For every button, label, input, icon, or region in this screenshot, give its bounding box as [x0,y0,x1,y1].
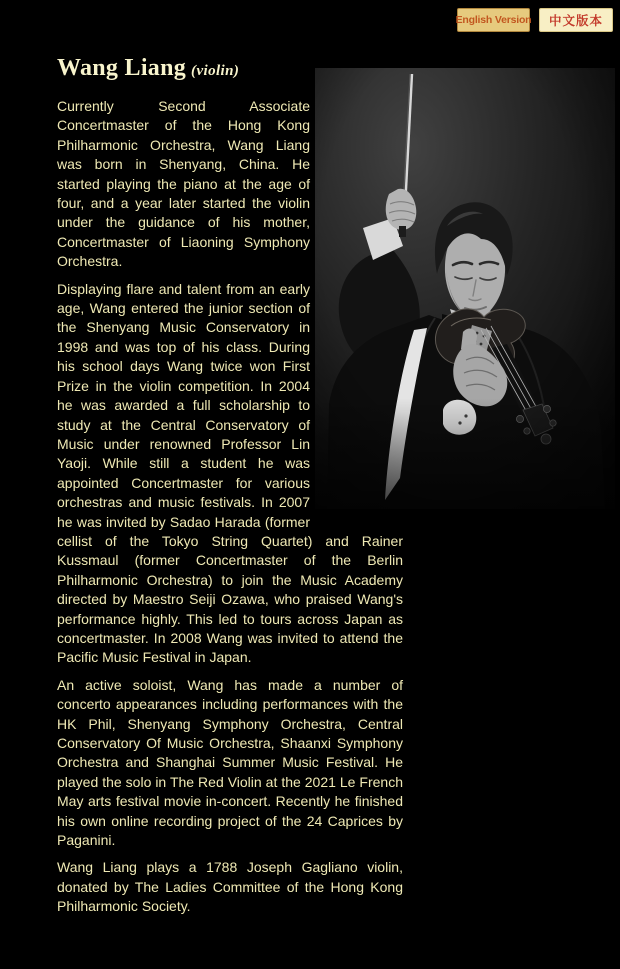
chinese-version-button[interactable]: 中文版本 [539,8,613,32]
bio-paragraph: Currently Second Associate Concertmaster of the Hong Kong Philharmonic Orchestra, Wang Liang was born in Shenyang, China. He started playing the piano at the age of four, and a year later started the violin under the guidance of his mother, Concertmaster of Liaoning Symphony Orchestra. [57,98,310,270]
language-switcher [457,8,613,32]
artist-name: Wang Liang [57,55,187,81]
bio-section [57,54,403,925]
page-title [57,54,403,85]
bio-paragraph: Wang Liang plays a 1788 Joseph Gagliano violin, donated by The Ladies Committee of the Hong Kong Philharmonic Society. [57,859,403,915]
artist-instrument: (violin) [191,63,240,79]
photo-float-spacer [310,97,403,519]
bio-paragraph: Displaying flare and talent from an early age, Wang entered the junior section of the Shenyang Music Conservatory in 1998 and was top of his class. During his school days Wang twice won First Prize in the violin competition. In 2004 he was awarded a full scholarship to study at the Central Conservatory of Music under renowned Professor Lin Yaoji. While still a student he was appointed Concertmaster for various orchestras and music festivals. In 2007 he was invited by Sadao Harada (former cellist of the Tokyo String Quartet) and Rainer Kussmaul (former Concertmaster of the Berlin Philharmonic Orchestra) to join the Music Academy directed by Maestro Seiji Ozawa, who praised Wang's performance highly. This led to tours across Japan as concertmaster. In 2008 Wang was invited to attend the Pacific Music Festival in Japan. [57,280,403,666]
bio-text [57,97,403,917]
bio-paragraph: An active soloist, Wang has made a number of concerto appearances including performances with the HK Phil, Shenyang Symphony Orchestra, Central Conservatory Of Music Orchestra, Shaanxi Symphony Orchestra and Shanghai Summer Music Festival. He played the solo in The Red Violin at the 2021 Le French May arts festival movie in-concert. Recently he finished his own online recording project of the 24 Caprices by Paganini. [57,676,403,849]
english-version-button[interactable]: English Version [457,8,530,32]
